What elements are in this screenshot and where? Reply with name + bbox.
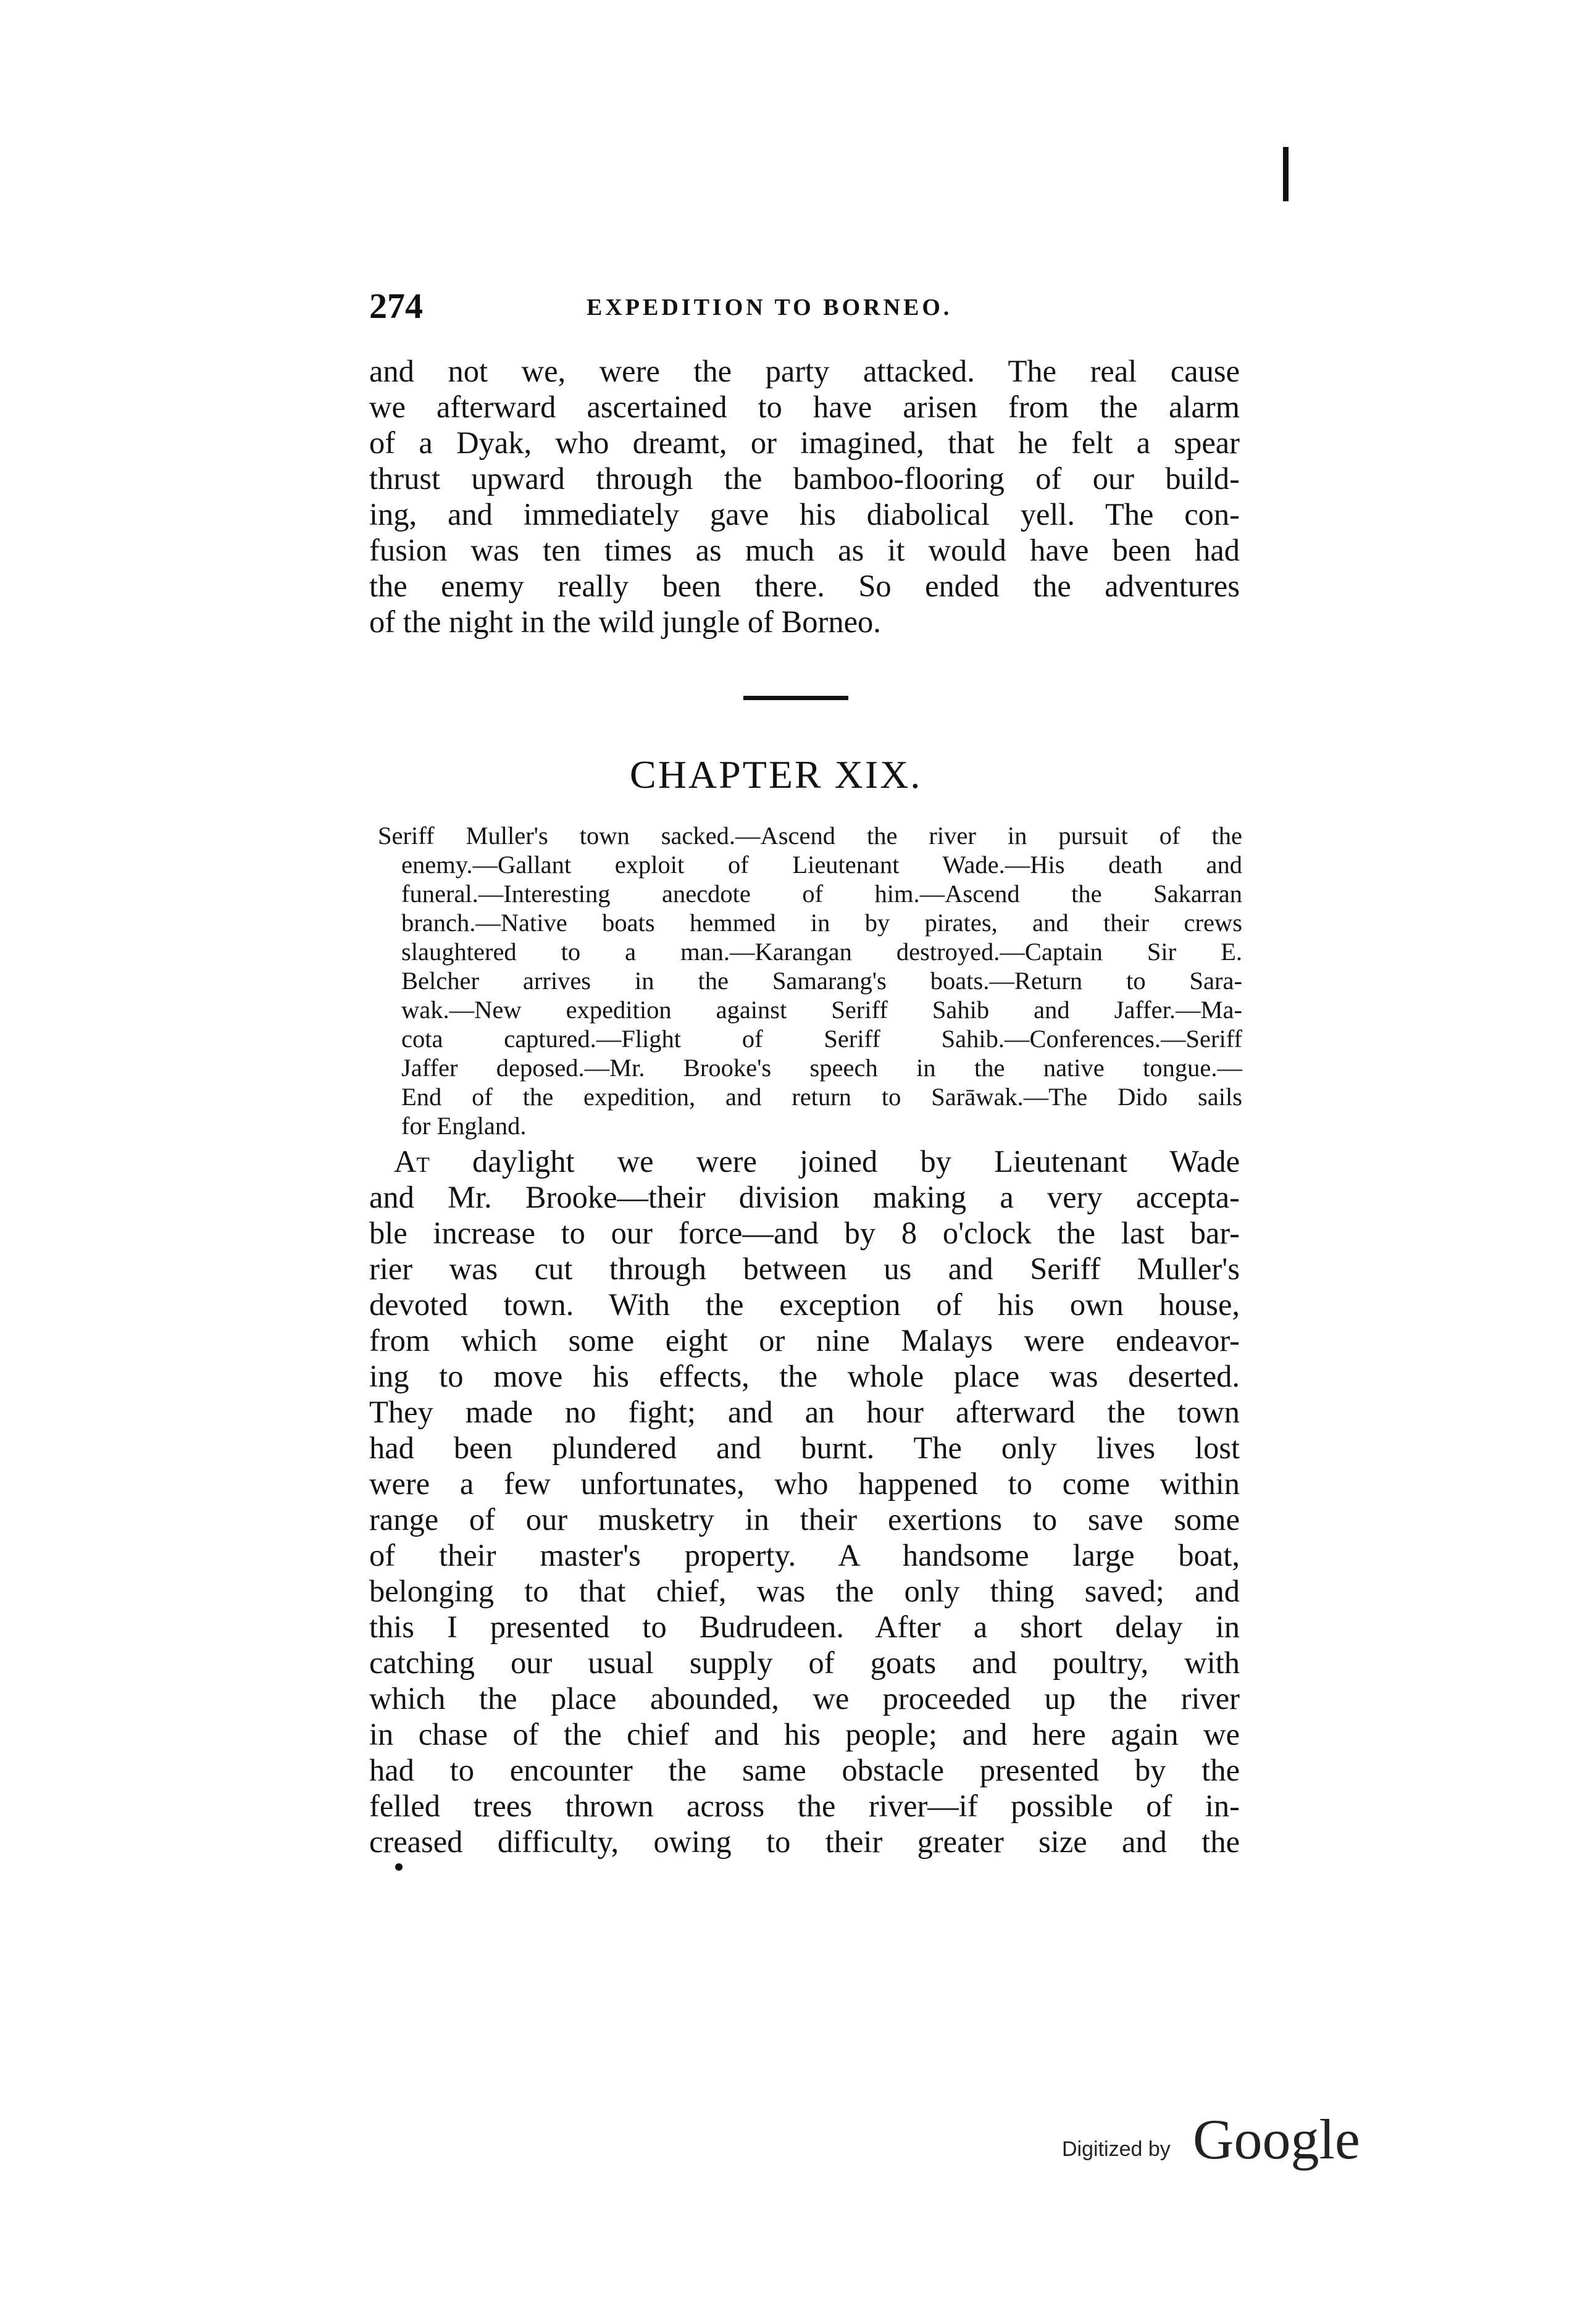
- text-line: this I presented to Budrudeen. After a short delay in: [369, 1610, 1240, 1644]
- synopsis-line: wak.—New expedition against Seriff Sahib and Jaffer.—Ma-: [401, 996, 1242, 1024]
- text-line: belonging to that chief, was the only thing saved; and: [369, 1574, 1240, 1608]
- digitized-watermark: [1062, 2100, 1383, 2174]
- text-line: devoted town. With the exception of his own house,: [369, 1287, 1240, 1322]
- text-line: of the night in the wild jungle of Borneo.: [369, 604, 881, 639]
- text-line: the enemy really been there. So ended the adventures: [369, 569, 1240, 603]
- margin-mark: [1283, 147, 1289, 201]
- text-line: had to encounter the same obstacle presented by the: [369, 1753, 1240, 1787]
- text-line: felled trees thrown across the river—if possible of in-: [369, 1789, 1240, 1823]
- synopsis-line: Jaffer deposed.—Mr. Brooke's speech in the native tongue.—: [401, 1054, 1242, 1082]
- text-line: They made no fight; and an hour afterward the town: [369, 1395, 1240, 1429]
- text-line: were a few unfortunates, who happened to come within: [369, 1466, 1240, 1501]
- running-head: EXPEDITION TO BORNEO.: [587, 294, 953, 320]
- synopsis-line: End of the expedition, and return to Sarāwak.—The Dido sails: [401, 1083, 1242, 1111]
- text-line: in chase of the chief and his people; and here again we: [369, 1717, 1240, 1752]
- paragraph-2: [369, 1143, 1240, 1860]
- synopsis-line: Seriff Muller's town sacked.—Ascend the river in pursuit of the: [378, 822, 1242, 850]
- text-line: fusion was ten times as much as it would have been had: [369, 533, 1240, 567]
- text-line: ble increase to our force—and by 8 o'clock the last bar-: [369, 1216, 1240, 1250]
- text-line: range of our musketry in their exertions to save some: [369, 1502, 1240, 1537]
- synopsis-line: Belcher arrives in the Samarang's boats.—Return to Sara-: [401, 967, 1242, 995]
- text-line: of their master's property. A handsome large boat,: [369, 1538, 1240, 1572]
- text-line: and Mr. Brooke—their division making a very accepta-: [369, 1180, 1240, 1214]
- text-line: creased difficulty, owing to their greater size and the: [369, 1824, 1240, 1859]
- text-line: of a Dyak, who dreamt, or imagined, that he felt a spear: [369, 425, 1240, 460]
- stray-mark: [395, 1863, 403, 1871]
- text-line: which the place abounded, we proceeded up the river: [369, 1681, 1240, 1716]
- text-line-first: [369, 1143, 1240, 1179]
- text-line: ing to move his effects, the whole place was deserted.: [369, 1359, 1240, 1393]
- text-line: and not we, were the party attacked. The real cause: [369, 354, 1240, 388]
- text-line: from which some eight or nine Malays were endeavor-: [369, 1323, 1240, 1358]
- synopsis-line: for England.: [401, 1112, 527, 1140]
- first-line-rest: daylight we were joined by Lieutenant Wade: [429, 1144, 1240, 1179]
- first-word: At: [394, 1144, 430, 1179]
- text-line: catching our usual supply of goats and poultry, with: [369, 1645, 1240, 1680]
- text-line: thrust upward through the bamboo-flooring of our build-: [369, 461, 1240, 496]
- synopsis-line: slaughtered to a man.—Karangan destroyed.—Captain Sir E.: [401, 938, 1242, 966]
- synopsis-line: enemy.—Gallant exploit of Lieutenant Wade.—His death and: [401, 851, 1242, 879]
- synopsis-line: funeral.—Interesting anecdote of him.—Ascend the Sakarran: [401, 880, 1242, 908]
- text-line: had been plundered and burnt. The only lives lost: [369, 1430, 1240, 1465]
- synopsis-line: cota captured.—Flight of Seriff Sahib.—Conferences.—Seriff: [401, 1025, 1242, 1053]
- section-divider: [743, 696, 848, 700]
- synopsis-line: branch.—Native boats hemmed in by pirates, and their crews: [401, 909, 1242, 937]
- page-number: 274: [369, 286, 423, 326]
- chapter-title: CHAPTER XIX.: [630, 753, 922, 796]
- google-logo: Google: [1193, 2108, 1360, 2171]
- paragraph-1: [369, 353, 1240, 640]
- page-header: [369, 285, 1234, 328]
- text-line: we afterward ascertained to have arisen from the alarm: [369, 390, 1240, 424]
- text-line: ing, and immediately gave his diabolical yell. The con-: [369, 497, 1240, 532]
- text-line: rier was cut through between us and Seriff Muller's: [369, 1251, 1240, 1286]
- chapter-synopsis: [378, 821, 1242, 1140]
- watermark-label: Digitized by: [1062, 2137, 1171, 2161]
